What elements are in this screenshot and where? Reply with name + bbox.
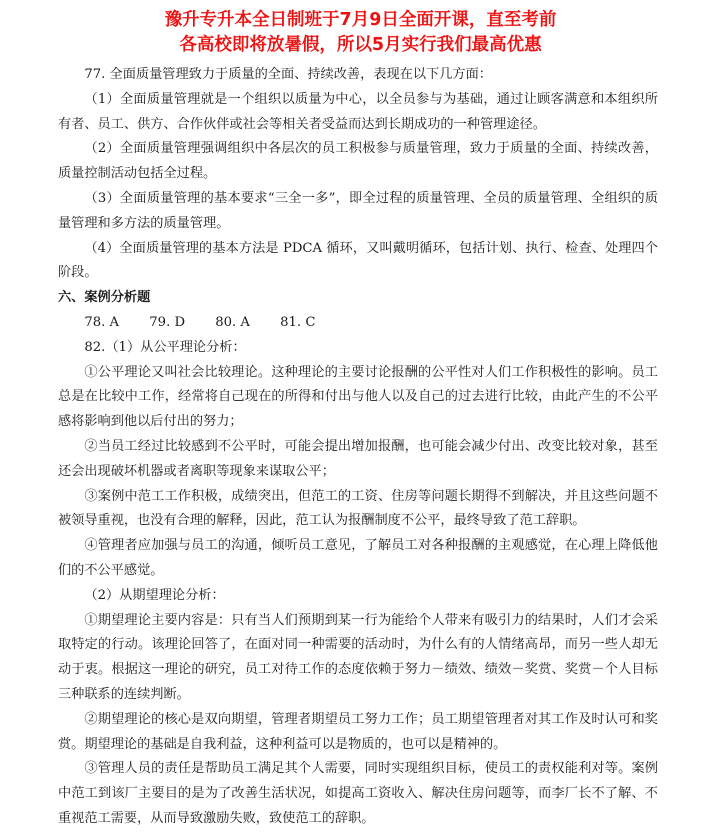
q82-part1-point-4: ④管理者应加强与员工的沟通，倾听员工意见，了解员工对各种报酬的主观感觉，在心理上降低他们的不公平感觉。	[58, 538, 658, 578]
section-heading-case-analysis: 六、案例分析题	[58, 290, 151, 306]
q82-part2-point-1: ①期望理论主要内容是：只有当人们预期到某一行为能给个人带来有吸引力的结果时，人们才会采取特定的行动。该理论回答了，在面对同一种需要的活动时，为什么有的人情绪高昂，而另一些人却无动于衷。根据这一理论的研究，员工对待工作的态度依赖于努力－绩效、绩效－奖赏、奖赏－个人目标三种联系的连续判断。	[58, 612, 658, 702]
answer-79: 79. D	[149, 314, 186, 330]
q77-lead: 77. 全面质量管理致力于质量的全面、持续改善，表现在以下几方面：	[84, 67, 492, 82]
q82-part1-point-2: ②当员工经过比较感到不公平时，可能会提出增加报酬，也可能会减少付出、改变比较对象，甚至还会出现破坏机器或者离职等现象来谋取公平；	[58, 438, 658, 479]
document-body	[58, 63, 658, 832]
promo-banner-line-2: 各高校即将放暑假，所以5月实行我们最高优惠	[179, 35, 542, 55]
answer-81: 81. C	[280, 314, 316, 330]
q77-item-1: （1）全面质量管理就是一个组织以质量为中心，以全员参与为基础，通过让顾客满意和本组织所有者、员工、供方、合作伙伴或社会等相关者受益而达到长期成功的一种管理途径。	[58, 91, 658, 132]
q77-item-2: （2）全面质量管理强调组织中各层次的员工积极参与质量管理，致力于质量的全面、持续改善，质量控制活动包括全过程。	[58, 141, 658, 182]
q77-item-3: （3）全面质量管理的基本要求“三全一多”，即全过程的质量管理、全员的质量管理、全组织的质量管理和多方法的质量管理。	[58, 190, 658, 231]
q82-part2-title: （2）从期望理论分析：	[84, 587, 225, 603]
q82-part2-point-3: ③管理人员的责任是帮助员工满足其个人需要，同时实现组织目标，使员工的责权能利对等。案例中范工到该厂主要目的是为了改善生活状况，如提高工资收入、解决住房问题等，而李厂长不了解、不重视范工需要，从而导致激励失败，致使范工的辞职。	[58, 761, 658, 826]
promo-banner-line-1: 豫升专升本全日制班于7月9日全面开课，直至考前	[164, 10, 557, 30]
q77-item-4: （4）全面质量管理的基本方法是 PDCA 循环，又叫戴明循环，包括计划、执行、检查、处理四个阶段。	[58, 240, 658, 281]
q82-part1-title: 82.（1）从公平理论分析：	[84, 339, 246, 355]
q82-part2-point-2: ②期望理论的核心是双向期望，管理者期望员工努力工作；员工期望管理者对其工作及时认可和奖赏。期望理论的基础是自我利益，这种利益可以是物质的，也可以是精神的。	[58, 711, 658, 752]
answer-78: 78. A	[84, 314, 120, 330]
answer-key-row	[58, 311, 658, 336]
q82-part1-point-1: ①公平理论又叫社会比较理论。这种理论的主要讨论报酬的公平性对人们工作积极性的影响。员工总是在比较中工作，经常将自己现在的所得和付出与他人以及自己的过去进行比较，由此产生的不公平感将影响到他以后付出的努力；	[58, 364, 658, 430]
promo-banner	[0, 8, 721, 58]
q82-part1-point-3: ③案例中范工工作积极，成绩突出，但范工的工资、住房等问题长期得不到解决，并且这些问题不被领导重视，也没有合理的解释，因此，范工认为报酬制度不公平，最终导致了范工辞职。	[58, 488, 658, 529]
answer-80: 80. A	[215, 314, 250, 330]
